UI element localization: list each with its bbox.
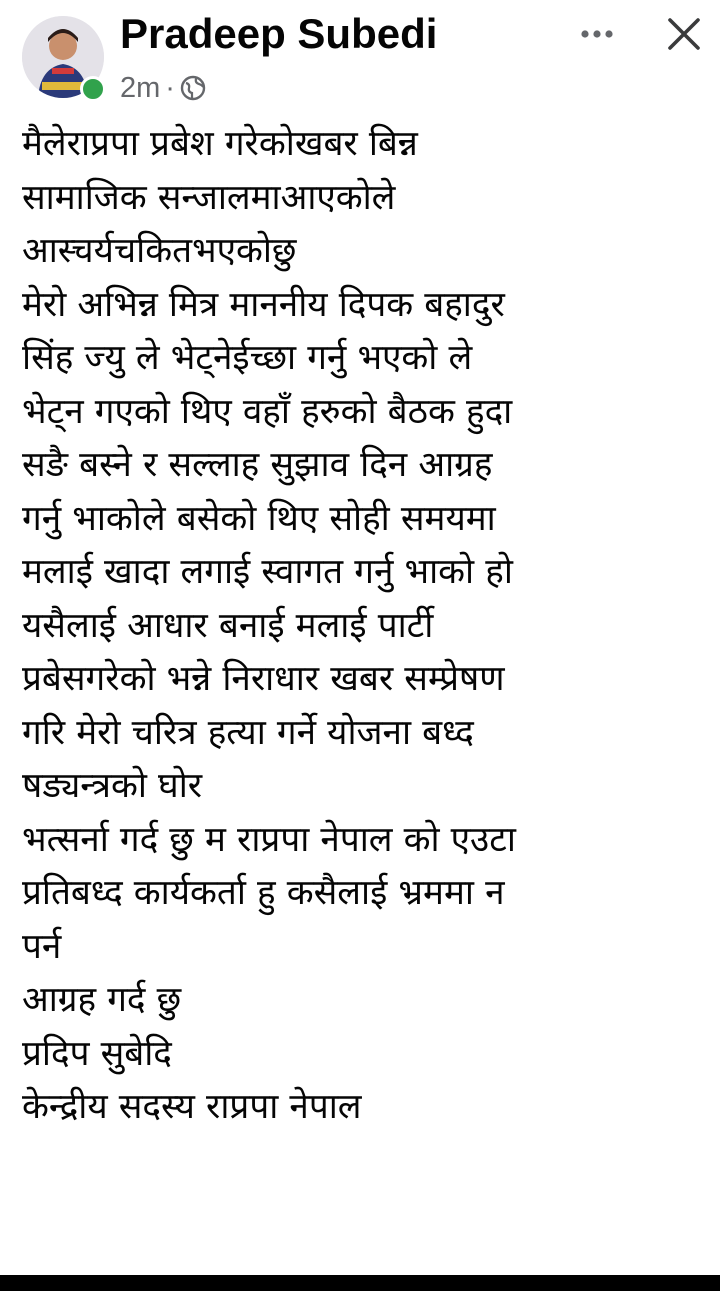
post-author-name[interactable]: Pradeep Subedi [120, 10, 438, 57]
post-timestamp[interactable]: 2m [120, 71, 161, 104]
post-text-line: सिंह ज्यु ले भेट्नेईच्छा गर्नु भएको ले [22, 338, 473, 378]
post-text-line: षड्यन्त्रको घोर [22, 766, 203, 806]
more-dots-icon [577, 28, 617, 40]
post-text-line: प्रबेसगरेको भन्ने निराधार खबर सम्प्रेषण [22, 659, 505, 699]
post-text [22, 118, 702, 1135]
post-text-line: भत्सर्ना गर्द छु म राप्रपा नेपाल को एउटा [22, 819, 516, 860]
close-icon [666, 16, 702, 52]
post-text-line: गरि मेरो चरित्र हत्या गर्ने योजना बध्द [22, 712, 474, 753]
globe-icon[interactable] [180, 75, 206, 101]
post-text-line: प्रदिप सुबेदि [22, 1033, 172, 1074]
post-text-line: आस्चर्यचकितभएकोछु [22, 231, 297, 271]
post-meta [120, 70, 206, 106]
online-status-dot [80, 76, 106, 102]
bottom-edge-bar [0, 1275, 720, 1291]
post-text-line: सङै बस्ने र सल्लाह सुझाव दिन आग्रह [22, 445, 493, 485]
post-header [0, 0, 720, 108]
post-text-line: मैलेराप्रपा प्रबेश गरेकोखबर बिन्न [22, 124, 418, 164]
close-button[interactable] [658, 8, 710, 60]
post-text-line: यसैलाई आधार बनाई मलाई पार्टी [22, 605, 434, 646]
post-text-line: मलाई खादा लगाई स्वागत गर्नु भाको हो [22, 552, 513, 592]
post-text-line: प्रतिबध्द कार्यकर्ता हु कसैलाई भ्रममा न [22, 873, 505, 913]
post-text-line: सामाजिक सन्जालमाआएकोले [22, 177, 396, 218]
meta-separator: · [165, 71, 175, 104]
post-text-line: पर्न [22, 926, 62, 967]
post-text-line: आग्रह गर्द छु [22, 980, 182, 1020]
post-text-line: मेरो अभिन्न मित्र माननीय दिपक बहादुर [22, 284, 505, 325]
more-options-button[interactable] [572, 12, 622, 56]
post-text-line: गर्नु भाकोले बसेको थिए सोही समयमा [22, 498, 496, 539]
post-text-line: भेट्न गएको थिए वहाँ हरुको बैठक हुदा [22, 391, 513, 432]
post-text-line: केन्द्रीय सदस्य राप्रपा नेपाल [22, 1087, 362, 1127]
